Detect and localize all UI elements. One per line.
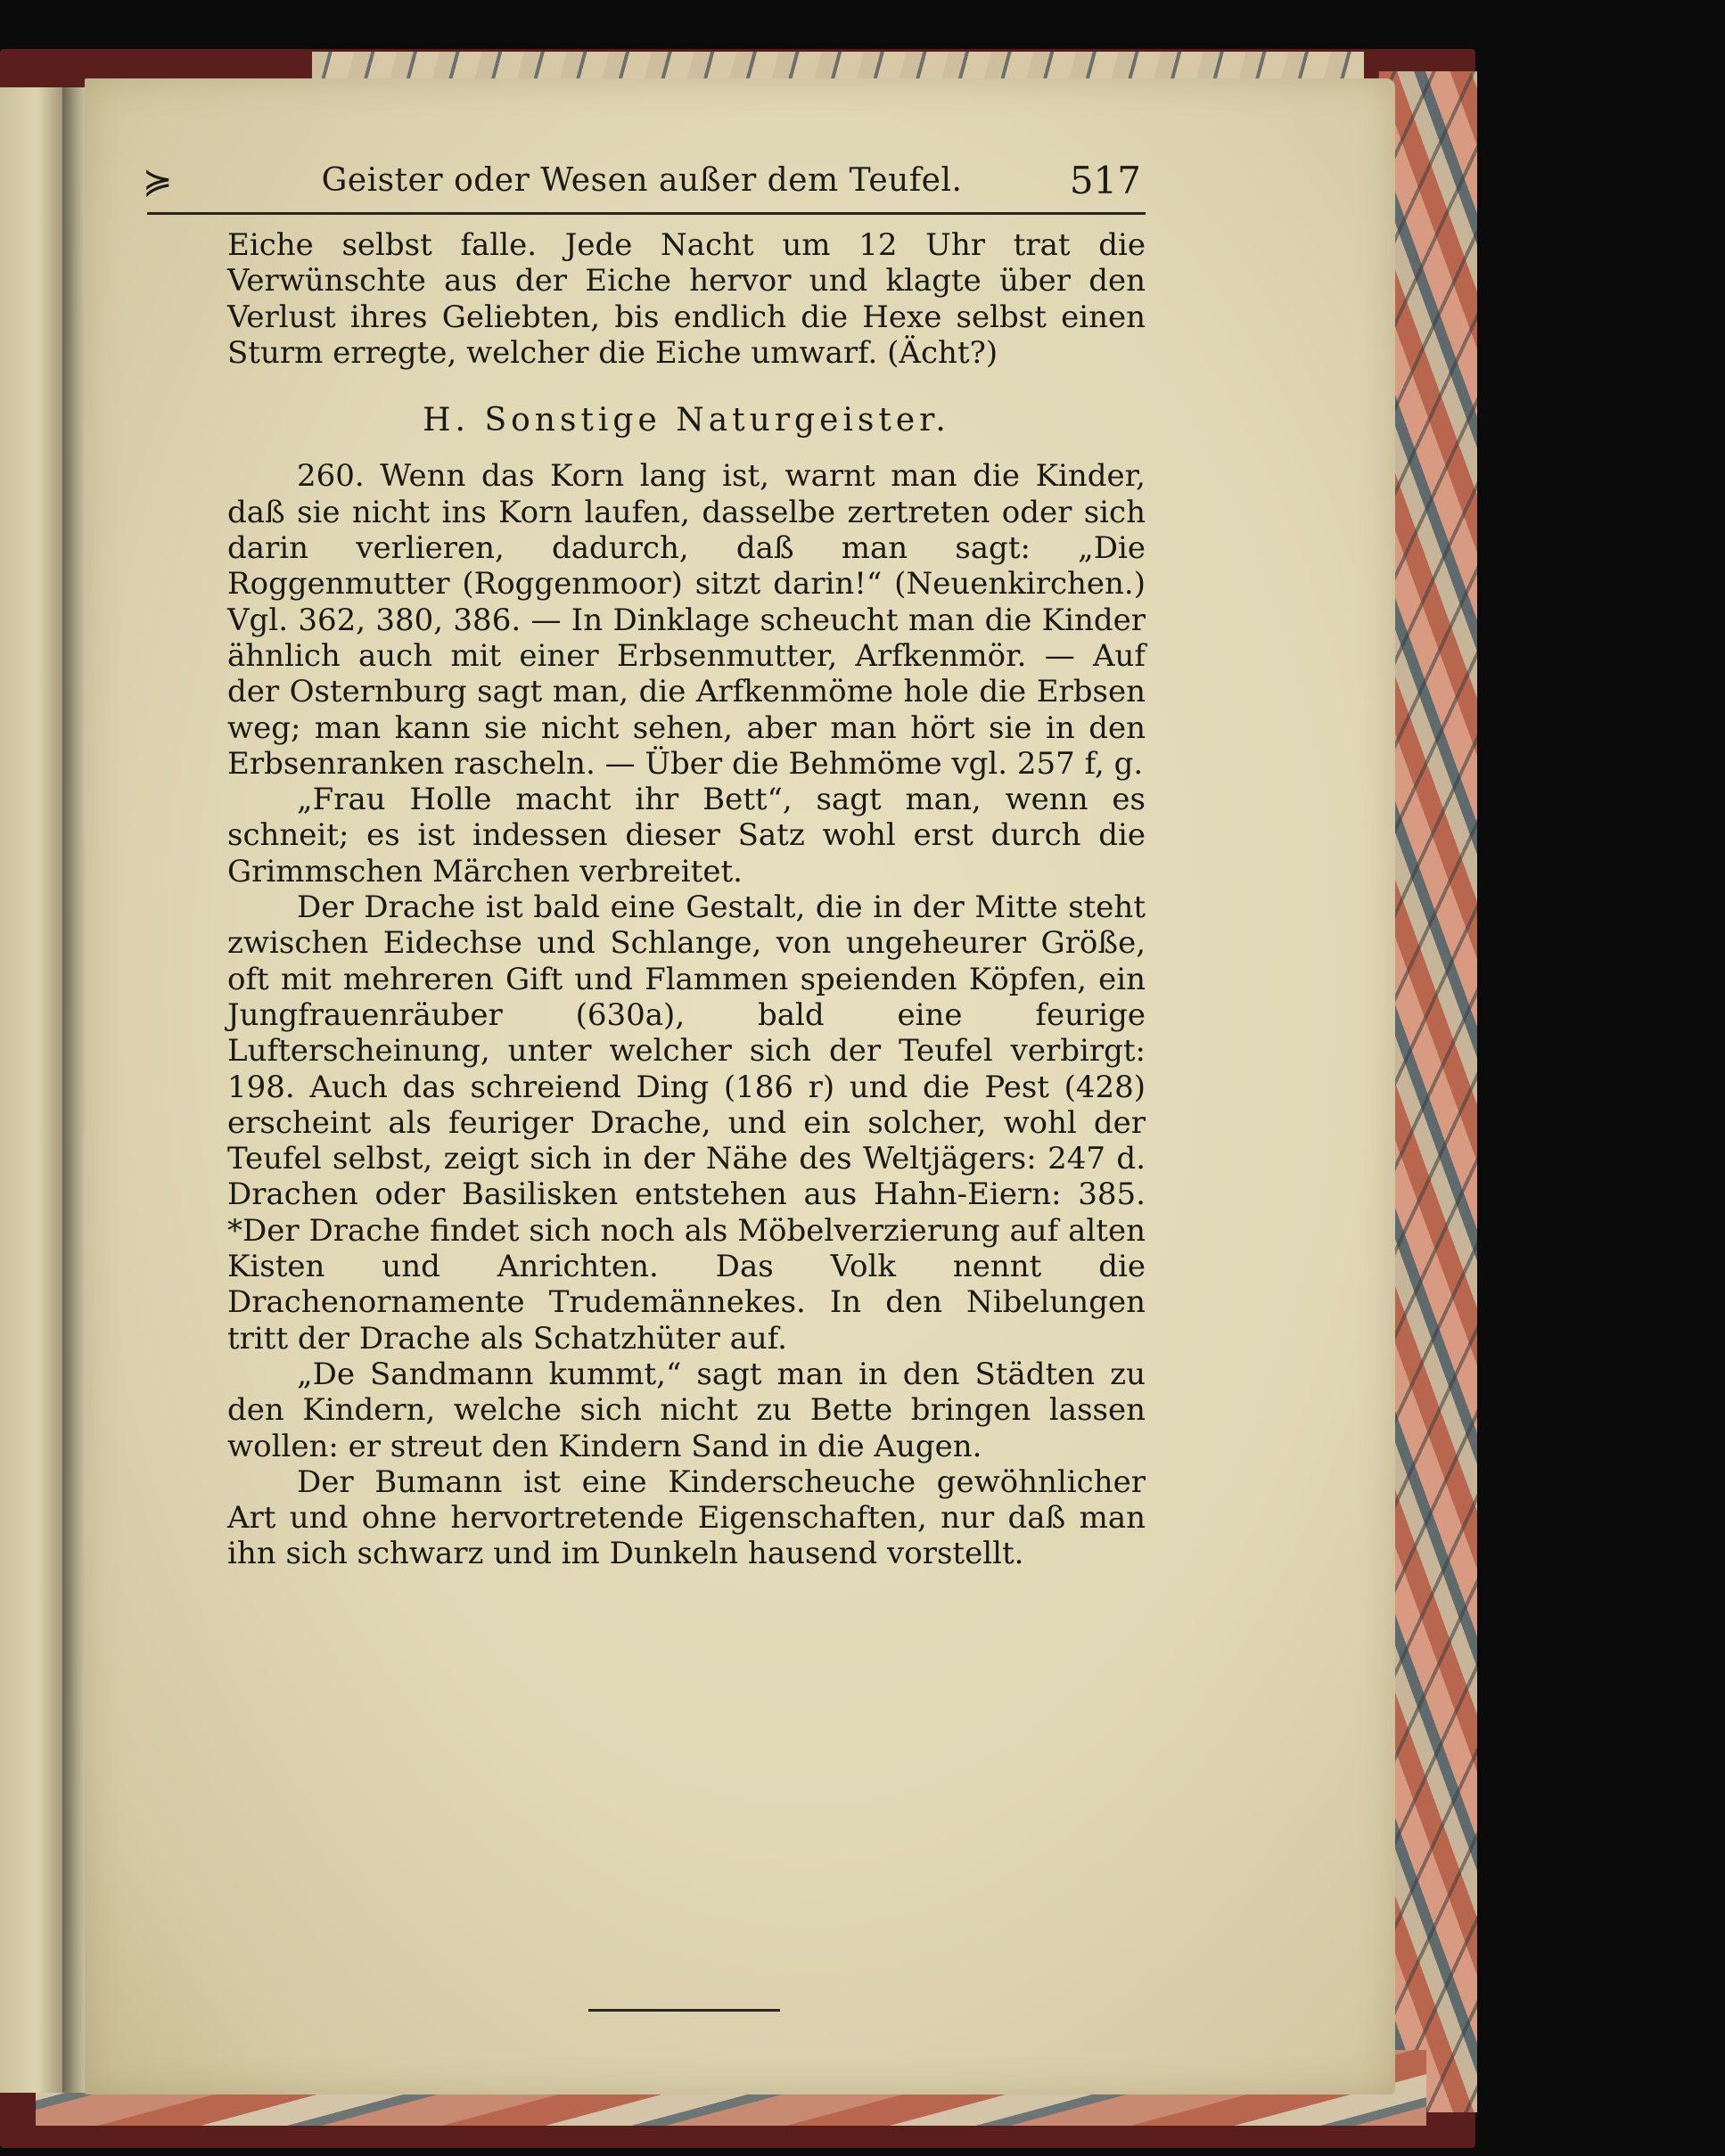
paragraph: „Frau Holle macht ihr Bett“, sagt man, wenn es schneit; es ist indessen dieser Satz wohl erst durch die Grimmschen Märchen verbreitet. [227,782,1146,889]
running-title: Geister oder Wesen außer dem Teufel. [321,162,963,199]
page-body [227,227,1146,1572]
end-rule [588,2009,780,2012]
paragraph: „De Sandmann kummt,“ sagt man in den Städten zu den Kindern, welche sich nicht zu Bette bringen lassen wollen: er streut den Kindern Sand in die Augen. [227,1356,1146,1464]
header-mark: ≽ [143,161,173,202]
paragraph: 260. Wenn das Korn lang ist, warnt man die Kinder, daß sie nicht ins Korn laufen, dasselbe zertreten oder sich darin verlieren, dadurch, daß man sagt: „Die Roggenmutter (Roggenmoor) sitzt darin!“ (Neuenkirchen.) Vgl. 362, 380, 386. — In Dinklage scheucht man die Kinder ähnlich auch mit einer Erbsenmutter, Arfkenmör. — Auf der Osternburg sagt man, die Arfkenmöme hole die Erbsen weg; man kann sie nicht sehen, aber man hört sie in den Erbsenranken rascheln. — Über die Behmöme vgl. 257 f, g. [227,458,1146,782]
paragraph: Eiche selbst falle. Jede Nacht um 12 Uhr trat die Verwünschte aus der Eiche hervor und klagte über den Verlust ihres Geliebten, bis endlich die Hexe selbst einen Sturm erregte, welcher die Eiche umwarf. (Ächt?) [227,227,1146,371]
paragraph: Der Bumann ist eine Kinderscheuche gewöhnlicher Art und ohne hervortretende Eigenschaften, nur daß man ihn sich schwarz und im Dunkeln hausend vorstellt. [227,1463,1146,1572]
page-number: 517 [1069,159,1141,202]
header-rule [147,212,1146,215]
previous-page-edge [0,87,62,2093]
paragraph: Der Drache ist bald eine Gestalt, die in der Mitte steht zwischen Eidechse und Schlange, von ungeheurer Größe, oft mit mehreren Gift und Flammen speienden Köpfen, ein Jungfrauenräuber (630a), bald eine feurige Lufterscheinung, unter welcher sich der Teufel verbirgt: 198. Auch das schreiend Ding (186 r) und die Pest (428) erscheint als feuriger Drache, und ein solcher, wohl der Teufel selbst, zeigt sich in der Nähe des Weltjägers: 247 d. Drachen oder Basilisken entstehen aus Hahn-Eiern: 385. *Der Drache findet sich noch als Möbelverzierung auf alten Kisten und Anrichten. Das Volk nennt die Drachenornamente Trudemännekes. In den Nibelungen tritt der Drache als Schatzhüter auf. [227,889,1146,1357]
page-header [143,159,1141,212]
section-heading: H. Sonstige Naturgeister. [423,402,950,439]
